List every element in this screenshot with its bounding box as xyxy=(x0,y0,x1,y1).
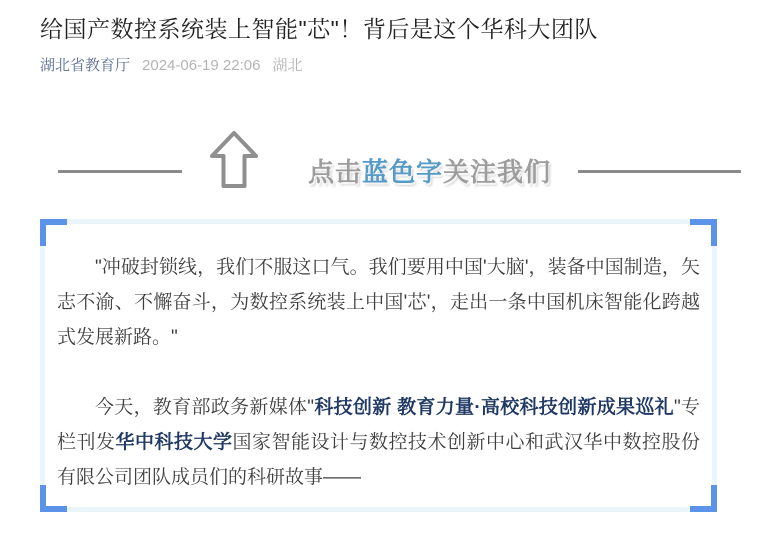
follow-banner-text xyxy=(308,157,552,188)
paragraph2-tail: 国家智能设计与数控技术创新中心和武汉华中数控股份有限公司团队成员们的科研故事—— xyxy=(57,432,700,489)
byline xyxy=(40,54,717,75)
article-title: 给国产数控系统装上智能"芯"！背后是这个华科大团队 xyxy=(40,16,598,42)
quote-box xyxy=(40,219,717,512)
article-page xyxy=(0,13,757,512)
corner-bracket-top-right xyxy=(690,219,717,246)
banner-text-prefix: 点击 xyxy=(308,157,363,188)
follow-banner xyxy=(58,129,717,191)
corner-bracket-top-left xyxy=(40,219,67,246)
paragraph2-column-title: 科技创新 教育力量·高校科技创新成果巡礼 xyxy=(314,397,674,419)
divider-line-left xyxy=(58,170,182,173)
corner-bracket-bottom-left xyxy=(40,485,67,512)
paragraph2-lead: 今天，教育部政务新媒体" xyxy=(95,397,315,419)
banner-text-highlight: 蓝色字 xyxy=(362,157,444,188)
quote-paragraph-1: "冲破封锁线，我们不服这口气。我们要用中国'大脑'，装备中国制造，矢志不渝、不懈奋斗，为数控系统装上中国'芯'，走出一条中国机床智能化跨越式发展新路。" xyxy=(57,257,700,349)
corner-bracket-bottom-right xyxy=(690,485,717,512)
divider-line-right xyxy=(578,170,741,173)
banner-text-suffix: 关注我们 xyxy=(443,157,552,188)
quote-paragraph-2 xyxy=(57,390,700,495)
publish-time: 2024-06-19 22:06 xyxy=(142,57,261,75)
account-name-link[interactable]: 湖北省教育厅 xyxy=(40,57,131,75)
paragraph2-university-name: 华中科技大学 xyxy=(115,432,233,454)
up-arrow-icon xyxy=(210,131,258,188)
publish-location: 湖北 xyxy=(272,57,303,75)
paragraph2-mid: "专栏刊发 xyxy=(57,397,700,454)
